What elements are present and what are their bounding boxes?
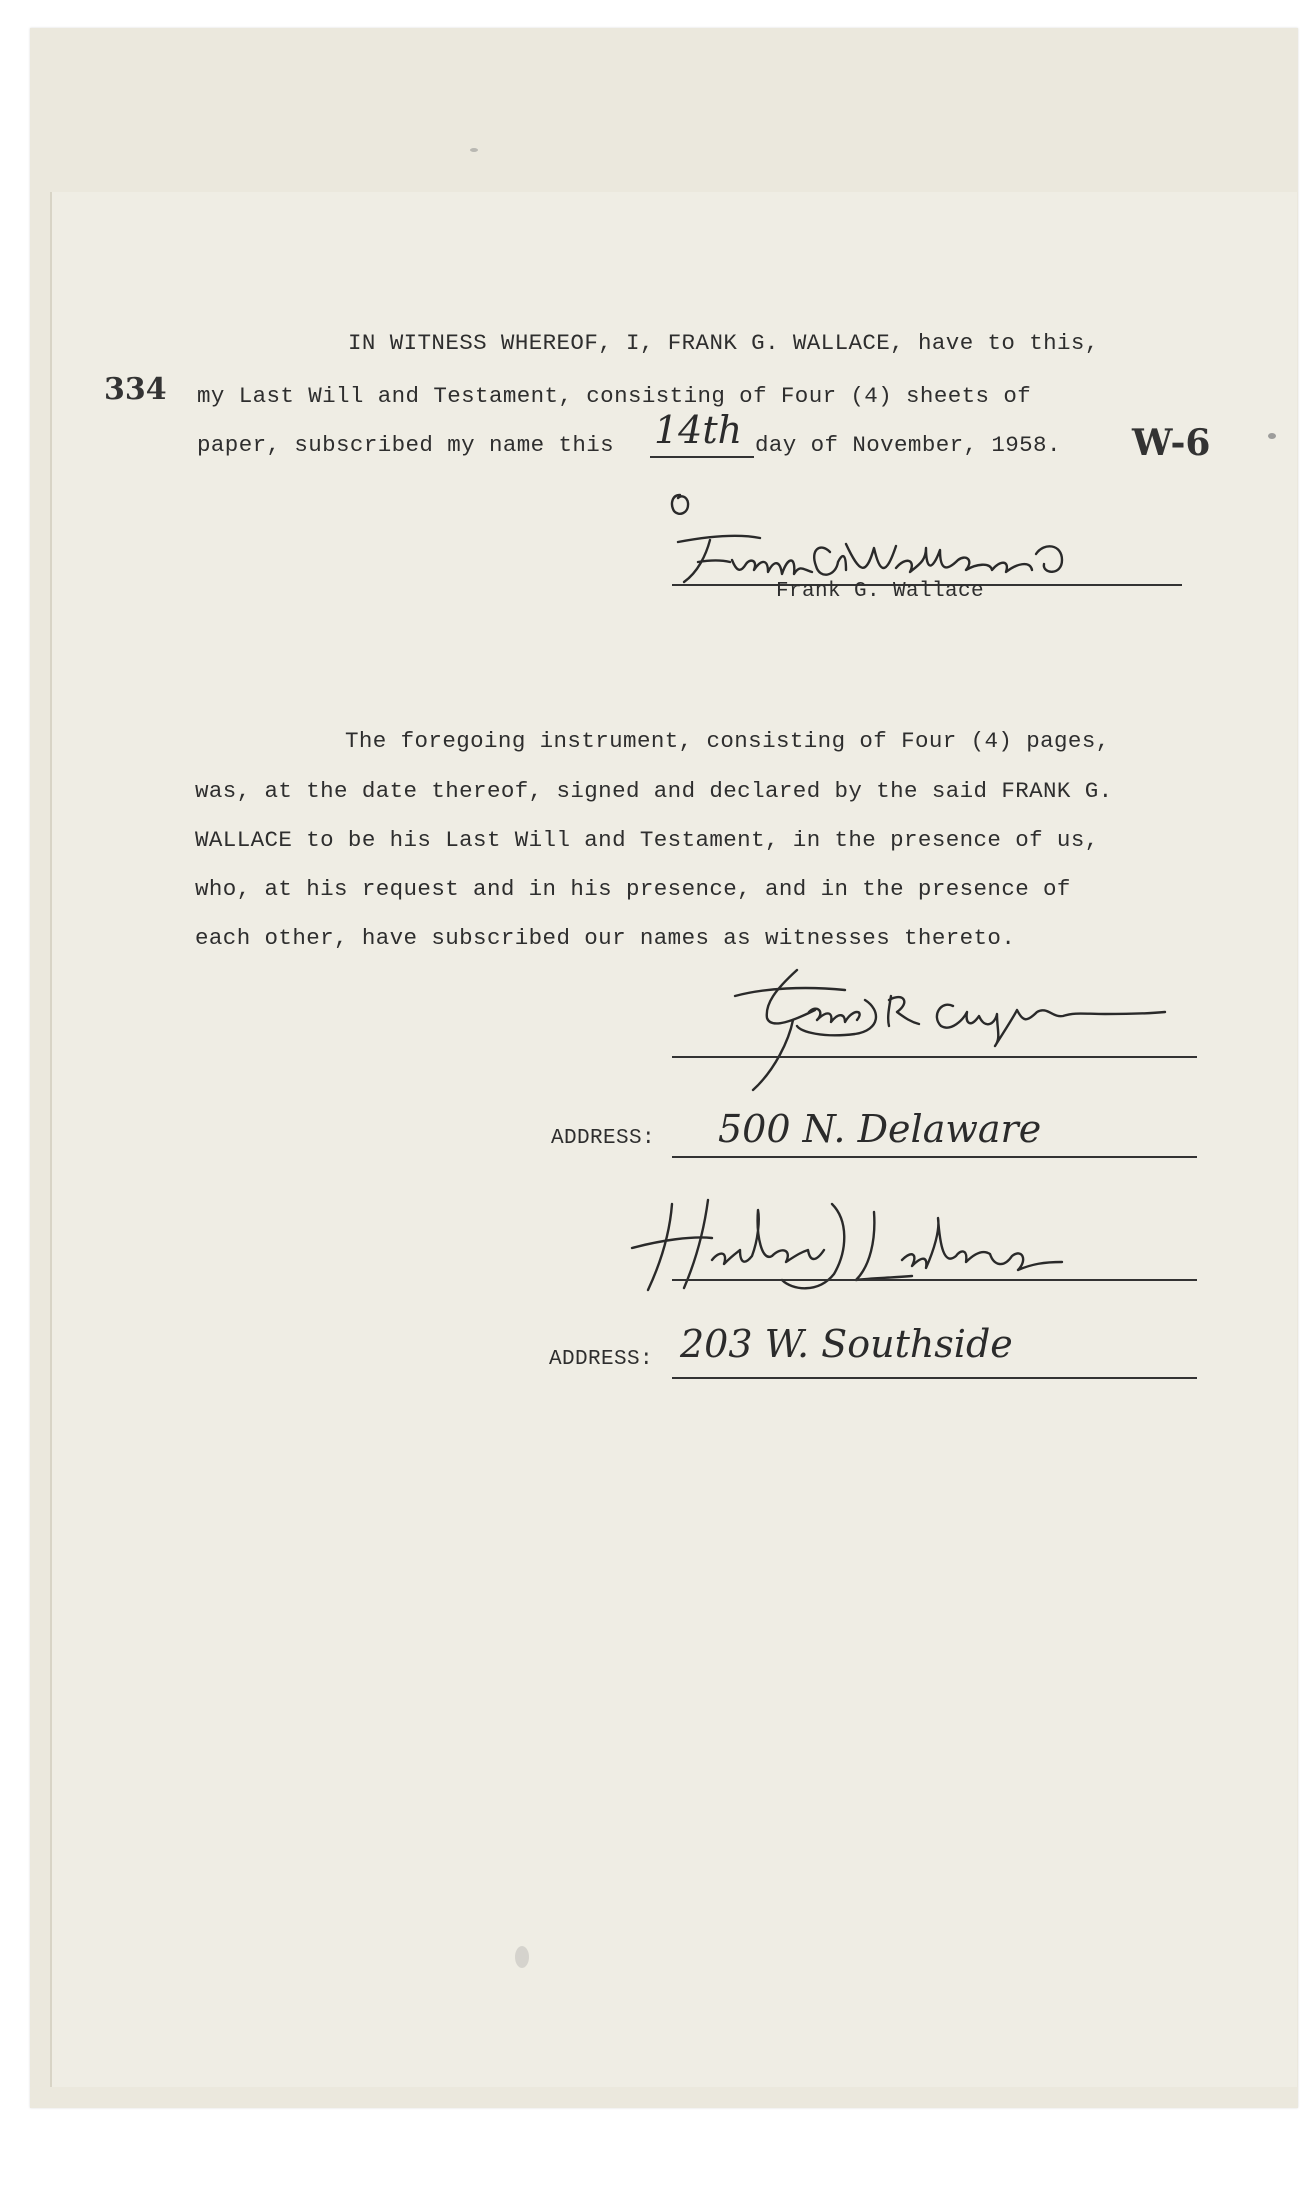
witness-2-address-label: ADDRESS: [549,1348,654,1371]
circle-mark [665,490,695,520]
witness-clause-line-3b: day of November, 1958. [755,432,1061,458]
paper-speck [1268,433,1276,439]
witness-1-signature [705,960,1185,1100]
witness-2-address: 203 W. Southside [680,1322,1013,1366]
testator-typed-name: Frank G. Wallace [776,580,985,603]
witness-clause-line-3a: paper, subscribed my name this [197,432,615,458]
attestation-line-2: was, at the date thereof, signed and declared by the said FRANK G. [195,778,1113,804]
attestation-line-1: The foregoing instrument, consisting of Four (4) pages, [345,728,1110,754]
attestation-line-5: each other, have subscribed our names as witnesses thereto. [195,925,1016,951]
handwritten-day: 14th [654,408,743,452]
witness-1-signature-line [672,1056,1197,1058]
witness-2-signature [612,1190,1092,1300]
page-number: 334 [104,372,167,407]
witness-2-signature-line [672,1279,1197,1281]
witness-1-address-line [672,1156,1197,1158]
witness-1-address-label: ADDRESS: [551,1127,656,1150]
paper-speck [515,1946,529,1968]
exhibit-mark: W-6 [1132,422,1211,464]
witness-clause-line-2: my Last Will and Testament, consisting of Four (4) sheets of [197,383,1032,409]
day-blank-line [650,456,754,458]
witness-1-address: 500 N. Delaware [718,1107,1042,1151]
attestation-line-3: WALLACE to be his Last Will and Testament, in the presence of us, [195,827,1099,853]
attestation-line-4: who, at his request and in his presence, and in the presence of [195,876,1071,902]
paper-speck [470,148,478,152]
front-sheet [50,192,1297,2087]
witness-2-address-line [672,1377,1197,1379]
witness-clause-line-1: IN WITNESS WHEREOF, I, FRANK G. WALLACE, have to this, [348,330,1099,356]
